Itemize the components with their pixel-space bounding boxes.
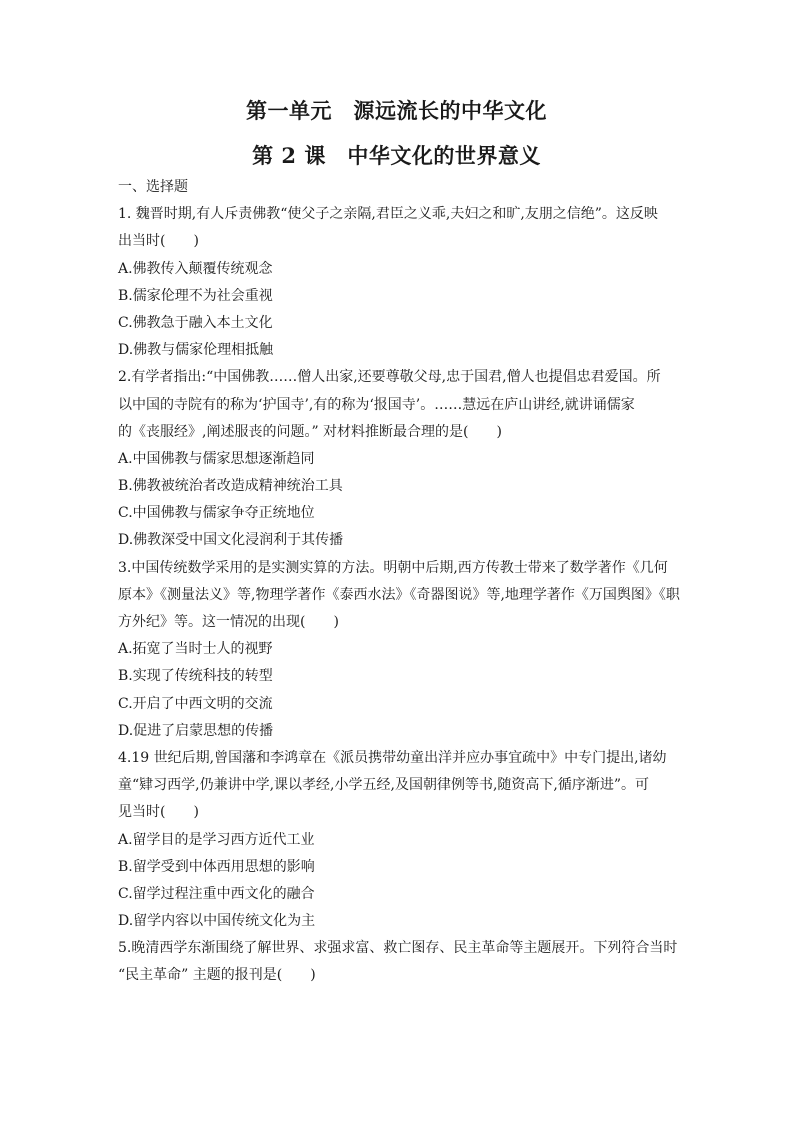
unit-title: 第一单元 源远流长的中华文化 [246, 98, 547, 123]
question-2 [118, 364, 680, 554]
option-d: D.佛教与儒家伦理相抵触 [118, 342, 274, 359]
question-stem-line: 5.晚清西学东渐围绕了解世界、求强求富、救亡图存、民主革命等主题展开。下列符合当时 [118, 940, 678, 957]
document-body [118, 174, 680, 990]
section-label: 一、选择题 [118, 179, 188, 195]
option-d: D.佛教深受中国文化浸润利于其传播 [118, 532, 344, 549]
option-c: C.留学过程注重中西文化的融合 [118, 885, 315, 902]
question-stem-line: 出当时( ) [118, 233, 199, 250]
option-d: D.留学内容以中国传统文化为主 [118, 913, 316, 930]
option-b: B.儒家伦理不为社会重视 [118, 287, 273, 304]
option-a: A.留学目的是学习西方近代工业 [118, 831, 315, 848]
question-stem-line: “民主革命” 主题的报刊是( ) [118, 967, 316, 984]
option-a: A.佛教传入颠覆传统观念 [118, 260, 273, 277]
question-stem-line: 4.19 世纪后期,曾国藩和李鸿章在《派员携带幼童出洋并应办事宜疏中》中专门提出,诸幼 [118, 749, 667, 766]
option-c: C.佛教急于融入本土文化 [118, 314, 273, 331]
lesson-title: 第 2 课 中华文化的世界意义 [252, 143, 541, 168]
question-stem-line: 方外纪》等。这一情况的出现( ) [118, 614, 339, 630]
question-stem-line: 3.中国传统数学采用的是实测实算的方法。明朝中后期,西方传教士带来了数学著作《几何 [118, 559, 668, 576]
question-stem-line: 见当时( ) [118, 804, 199, 821]
option-d: D.促进了启蒙思想的传播 [118, 722, 274, 739]
option-b: B.留学受到中体西用思想的影响 [118, 858, 315, 875]
question-stem-line: 原本》《测量法义》等,物理学著作《泰西水法》《奇器图说》等,地理学著作《万国舆图》《职 [118, 586, 680, 603]
option-b: B.实现了传统科技的转型 [118, 668, 273, 685]
question-3 [118, 555, 680, 745]
question-1 [118, 201, 680, 364]
option-c: C.中国佛教与儒家争夺正统地位 [118, 505, 315, 522]
question-4 [118, 745, 680, 935]
question-stem-line: 童“肄习西学,仍兼讲中学,课以孝经,小学五经,及国朝律例等书,随资高下,循序渐进”。可 [118, 777, 650, 794]
question-stem-line: 2.有学者指出:“中国佛教……僧人出家,还要尊敬父母,忠于国君,僧人也提倡忠君爱国。所 [118, 369, 661, 386]
option-b: B.佛教被统治者改造成精神统治工具 [118, 478, 343, 495]
question-5 [118, 935, 680, 989]
question-stem-line: 以中国的寺院有的称为‘护国寺’,有的称为‘报国寺’。……慧远在庐山讲经,就讲诵儒家 [118, 396, 635, 413]
option-a: A.中国佛教与儒家思想逐渐趋同 [118, 450, 315, 467]
option-a: A.拓宽了当时士人的视野 [118, 641, 273, 658]
question-stem-line: 1. 魏晋时期,有人斥责佛教“使父子之亲隔,君臣之义乖,夫妇之和旷,友朋之信绝”。这反映 [118, 206, 658, 223]
question-stem-line: 的《丧服经》,阐述服丧的问题。” 对材料推断最合理的是( ) [118, 423, 502, 440]
option-c: C.开启了中西文明的交流 [118, 695, 273, 712]
